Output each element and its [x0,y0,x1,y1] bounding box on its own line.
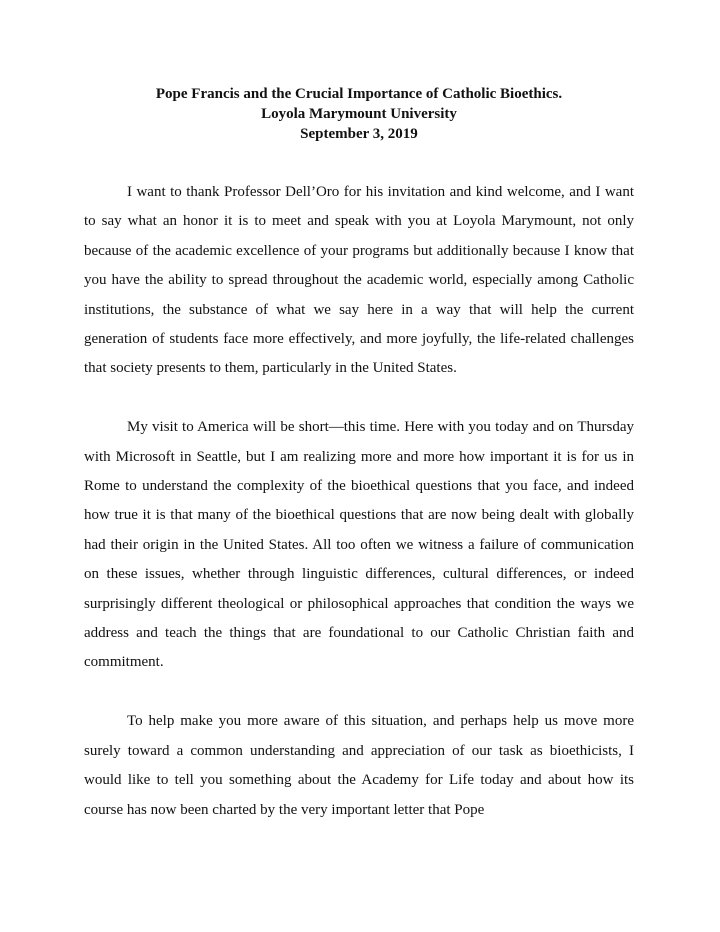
document-date: September 3, 2019 [300,126,418,142]
paragraph: My visit to America will be short—this time. Here with you today and on Thursday with Microsoft in Seattle, but I am realizing more and more how important it is for us in Rome to understand the complexity of the bioethical questions that you face, and indeed how true it is that many of the bioethical questions that are now being dealt with globally had their origin in the United States. All too often we witness a failure of communication on these issues, whether through linguistic differences, cultural differences, or indeed surprisingly different theological or philosophical approaches that condition the ways we address and teach the things that are foundational to our Catholic Christian faith and commitment. [84,419,634,671]
document-header [84,0,634,144]
document-title: Pope Francis and the Crucial Importance of Catholic Bioethics. [155,86,563,102]
institution-name: Loyola Marymount University [261,106,457,122]
document-body [84,178,634,825]
paragraph: I want to thank Professor Dell’Oro for his invitation and kind welcome, and I want to say what an honor it is to meet and speak with you at Loyola Marymount, not only because of the academic excellence of your programs but additionally because I know that you have the ability to spread throughout the academic world, especially among Catholic institutions, the substance of what we say here in a way that will help the current generation of students face more effectively, and more joyfully, the life-related challenges that society presents to them, particularly in the United States. [84,184,634,377]
paragraph: To help make you more aware of this situation, and perhaps help us move more surely toward a common understanding and appreciation of our task as bioethicists, I would like to tell you something about the Academy for Life today and about how its course has now been charted by the very important letter that Pope [84,713,634,818]
